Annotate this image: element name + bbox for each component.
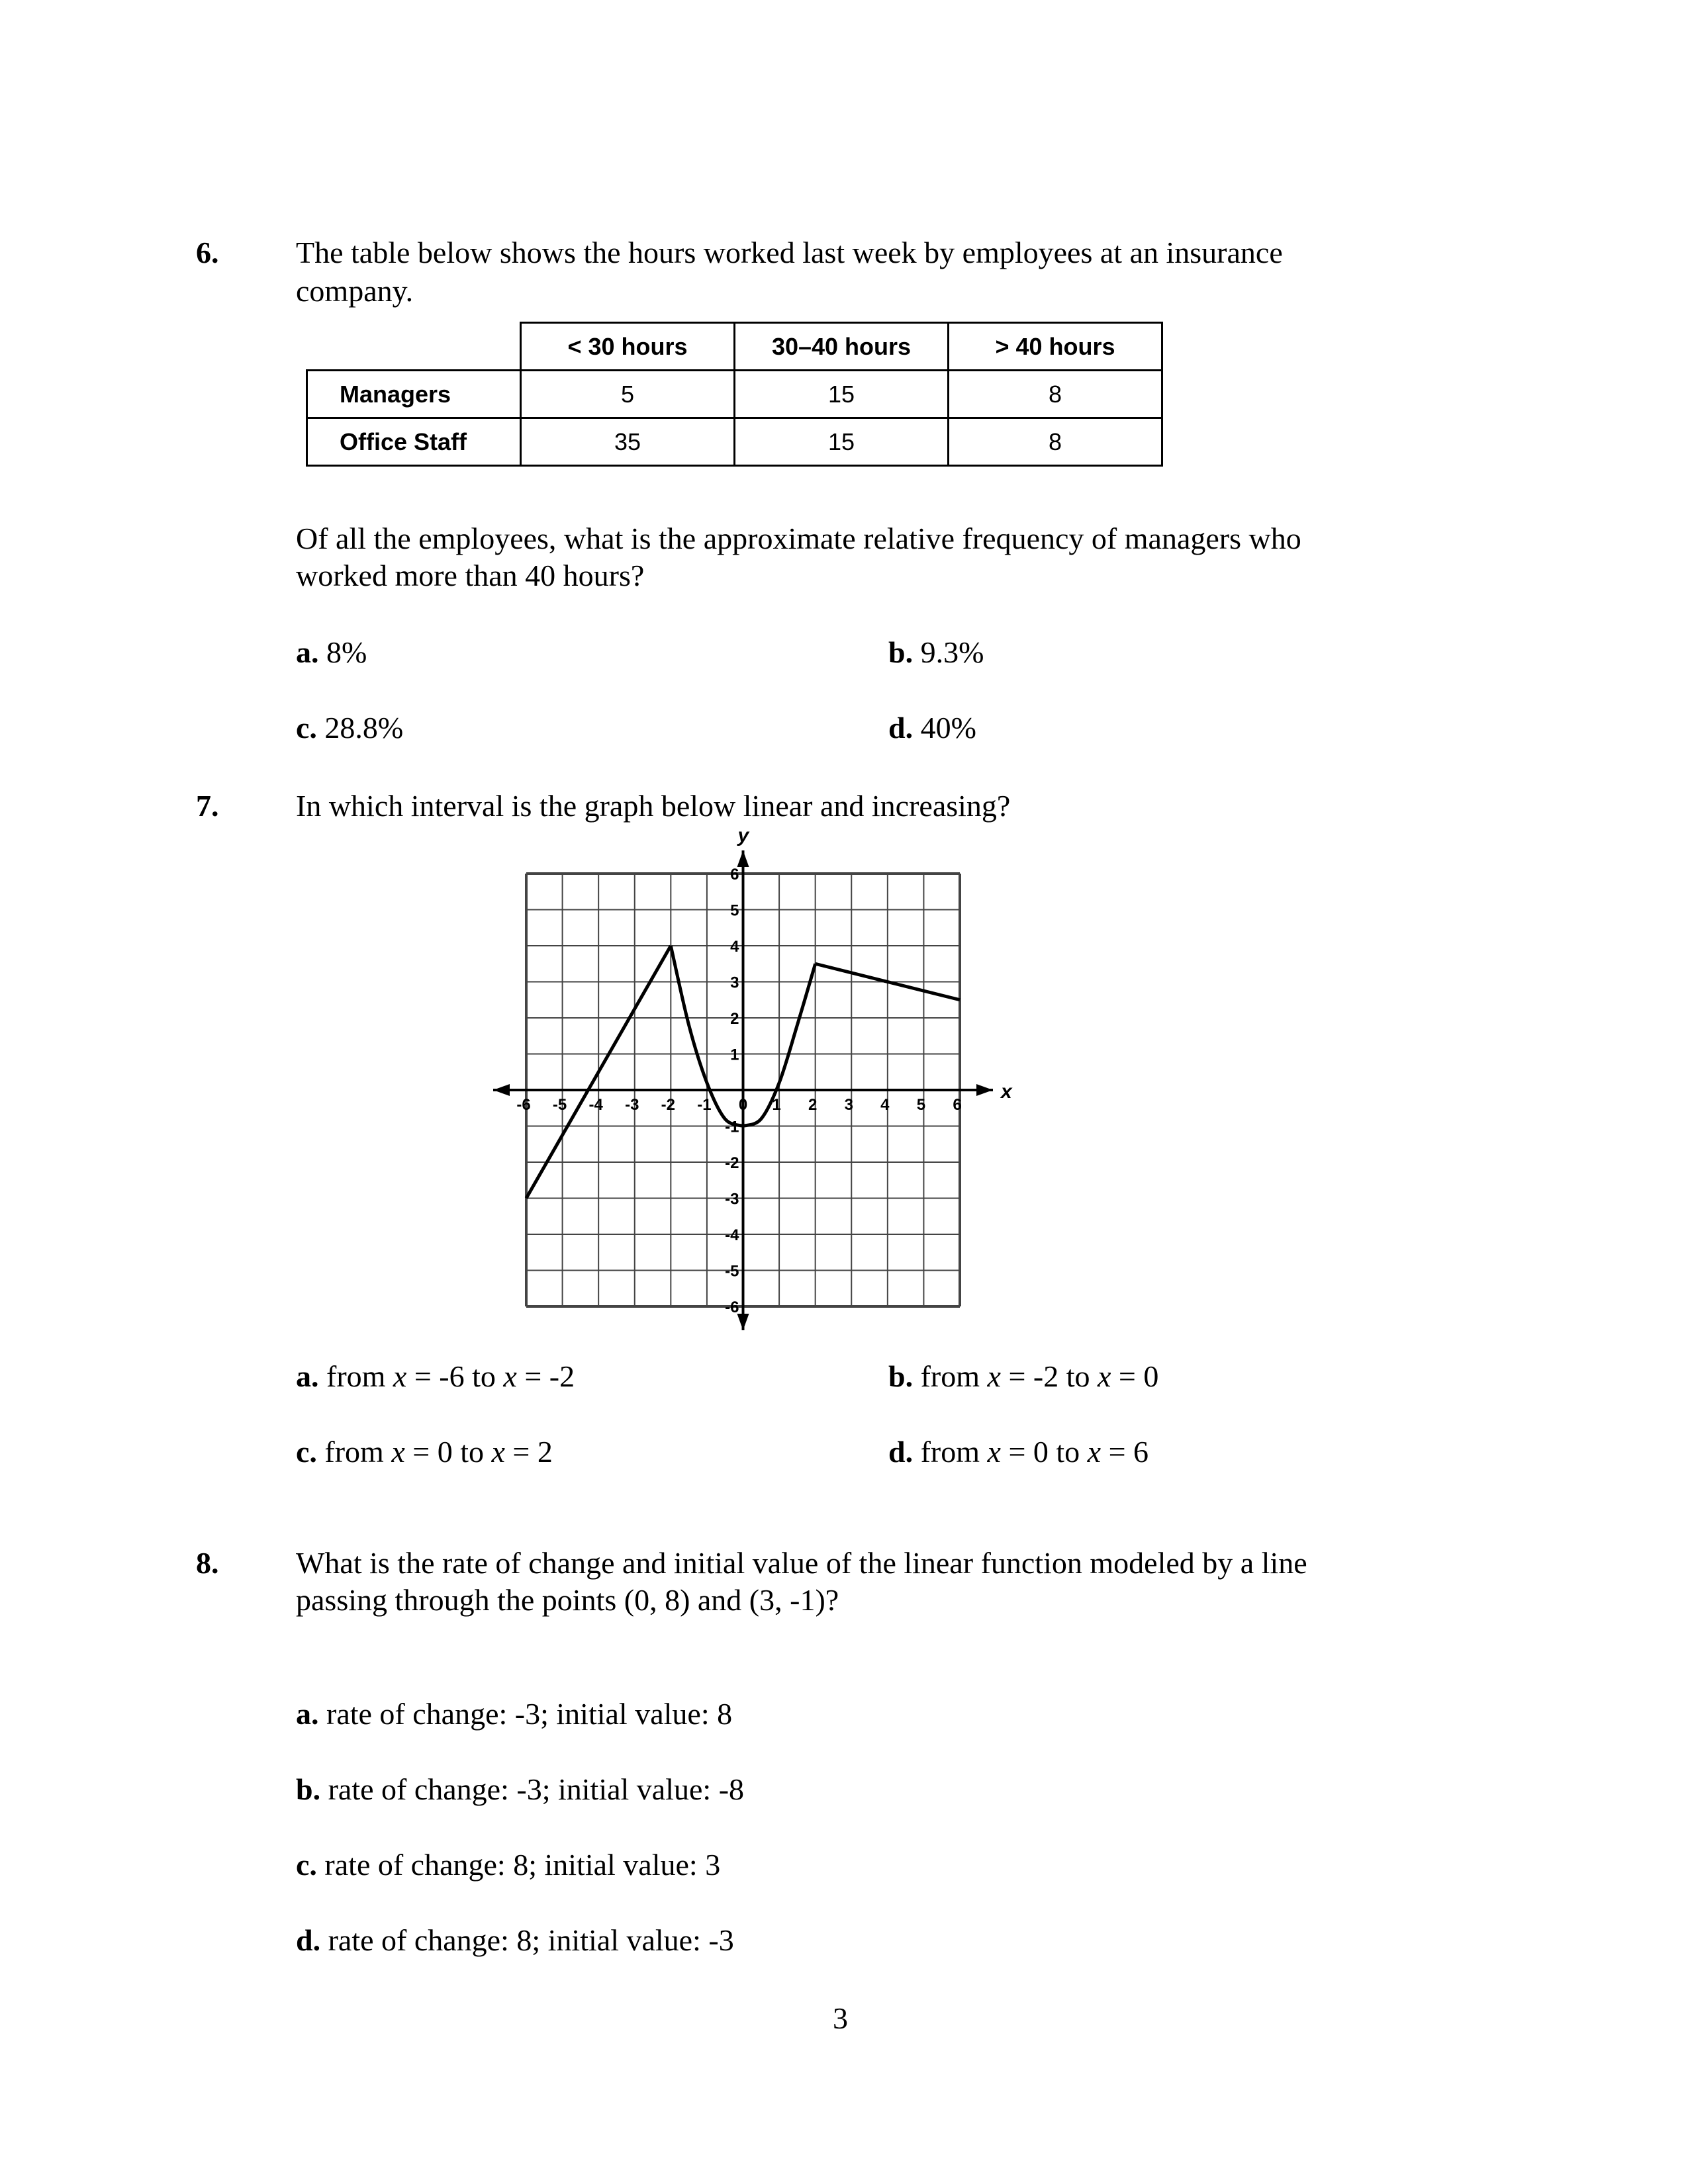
table-cell: 15 <box>735 371 949 418</box>
y-tick-label: 4 <box>730 938 739 956</box>
option-var: x <box>987 1435 1001 1469</box>
option-text-pre: from <box>324 1435 392 1469</box>
question-8-option-d[interactable] <box>296 1922 734 1959</box>
x-tick-label: -2 <box>661 1096 676 1114</box>
question-8-option-b[interactable] <box>296 1771 744 1808</box>
axes <box>493 850 993 1330</box>
x-tick-label: 4 <box>880 1096 890 1114</box>
question-7-number: 7. <box>196 789 219 823</box>
option-label: b. <box>888 1359 914 1393</box>
y-tick-label: -3 <box>725 1190 739 1208</box>
question-7-option-c[interactable] <box>296 1433 553 1471</box>
option-label: b. <box>888 635 914 669</box>
option-label: d. <box>888 711 914 745</box>
x-tick-label: -5 <box>552 1096 567 1114</box>
table-column-header: 30–40 hours <box>735 323 949 371</box>
table-column-header: < 30 hours <box>521 323 735 371</box>
option-text-mid: = -2 to <box>1000 1359 1098 1393</box>
y-axis-arrow-up <box>737 850 749 867</box>
x-tick-label: -6 <box>516 1096 531 1114</box>
page-number: 3 <box>833 2001 848 2035</box>
option-text-post: = 2 <box>504 1435 553 1469</box>
option-label: a. <box>296 1697 319 1731</box>
x-tick-label: 1 <box>772 1096 781 1114</box>
x-tick-label: 3 <box>844 1096 853 1114</box>
x-tick-label: 0 <box>738 1096 748 1114</box>
option-var: x <box>1087 1435 1102 1469</box>
option-var: x <box>503 1359 517 1393</box>
option-text-pre: from <box>326 1359 393 1393</box>
x-tick-label: -3 <box>625 1096 639 1114</box>
table-cell: 35 <box>521 418 735 466</box>
x-tick-label: 6 <box>953 1096 962 1114</box>
option-var: x <box>987 1359 1001 1393</box>
table-cell: 8 <box>949 371 1162 418</box>
question-8-prompt-line2: passing through the points (0, 8) and (3, -1)? <box>296 1583 839 1617</box>
option-text-mid: = 0 to <box>1000 1435 1088 1469</box>
question-6-prompt-line2: company. <box>296 274 414 308</box>
option-var: x <box>1097 1359 1111 1393</box>
question-7-option-d[interactable] <box>888 1433 1149 1471</box>
option-text-post: = 6 <box>1101 1435 1149 1469</box>
option-text: rate of change: -3; initial value: 8 <box>326 1697 733 1731</box>
y-tick-label: -6 <box>725 1298 739 1316</box>
x-axis-arrow-right <box>976 1084 993 1096</box>
option-label: c. <box>296 1435 317 1469</box>
question-8-number: 8. <box>196 1546 219 1580</box>
y-tick-label: 3 <box>730 974 739 992</box>
option-var: x <box>491 1435 505 1469</box>
x-axis-label: x <box>1001 1081 1012 1103</box>
option-label: d. <box>296 1923 321 1957</box>
question-8-option-a[interactable] <box>296 1696 732 1733</box>
question-6-number: 6. <box>196 236 219 269</box>
option-text: rate of change: 8; initial value: -3 <box>328 1923 734 1957</box>
table-column-header: > 40 hours <box>949 323 1162 371</box>
y-tick-label: 2 <box>730 1010 739 1028</box>
y-tick-label: -4 <box>725 1226 739 1244</box>
question-6-question-line1: Of all the employees, what is the approximate relative frequency of managers who <box>296 522 1301 555</box>
question-8-option-c[interactable] <box>296 1846 720 1884</box>
table-cell: 15 <box>735 418 949 466</box>
question-7-prompt: In which interval is the graph below linear and increasing? <box>296 789 1011 823</box>
question-6-prompt-line1: The table below shows the hours worked last week by employees at an insurance <box>296 236 1283 269</box>
option-text-mid: = -6 to <box>406 1359 504 1393</box>
y-tick-label: -5 <box>725 1262 739 1281</box>
option-text-pre: from <box>920 1435 988 1469</box>
question-7-option-a[interactable] <box>296 1358 575 1395</box>
y-tick-label: 6 <box>730 866 739 884</box>
option-label: d. <box>888 1435 914 1469</box>
option-text: 28.8% <box>324 711 404 745</box>
question-6-question-line2: worked more than 40 hours? <box>296 559 645 592</box>
option-text: rate of change: 8; initial value: 3 <box>324 1848 721 1882</box>
option-text-post: = 0 <box>1111 1359 1159 1393</box>
option-text: 40% <box>920 711 976 745</box>
option-label: c. <box>296 711 317 745</box>
y-tick-label: 1 <box>730 1046 739 1064</box>
x-tick-label: 2 <box>808 1096 818 1114</box>
option-text-pre: from <box>920 1359 988 1393</box>
x-tick-label: 5 <box>916 1096 926 1114</box>
x-tick-label: -4 <box>588 1096 603 1114</box>
table-row-label: Managers <box>307 371 521 418</box>
question-8-prompt-line1: What is the rate of change and initial value of the linear function modeled by a line <box>296 1546 1307 1580</box>
option-var: x <box>393 1359 407 1393</box>
option-text-mid: = 0 to <box>404 1435 492 1469</box>
table-cell: 5 <box>521 371 735 418</box>
y-axis-label: y <box>737 825 749 846</box>
x-axis-arrow-left <box>493 1084 510 1096</box>
table-row-label: Office Staff <box>307 418 521 466</box>
question-7-option-b[interactable] <box>888 1358 1158 1395</box>
y-tick-label: 5 <box>730 901 739 920</box>
option-label: b. <box>296 1772 321 1806</box>
option-label: a. <box>296 635 319 669</box>
table-cell: 8 <box>949 418 1162 466</box>
option-text: rate of change: -3; initial value: -8 <box>328 1772 745 1806</box>
y-tick-label: -1 <box>725 1118 739 1136</box>
y-tick-label: -2 <box>725 1154 739 1172</box>
option-text: 8% <box>326 635 367 669</box>
option-label: c. <box>296 1848 317 1882</box>
option-text-post: = -2 <box>516 1359 575 1393</box>
option-label: a. <box>296 1359 319 1393</box>
option-text: 9.3% <box>920 635 984 669</box>
x-tick-label: -1 <box>697 1096 712 1114</box>
option-var: x <box>391 1435 405 1469</box>
